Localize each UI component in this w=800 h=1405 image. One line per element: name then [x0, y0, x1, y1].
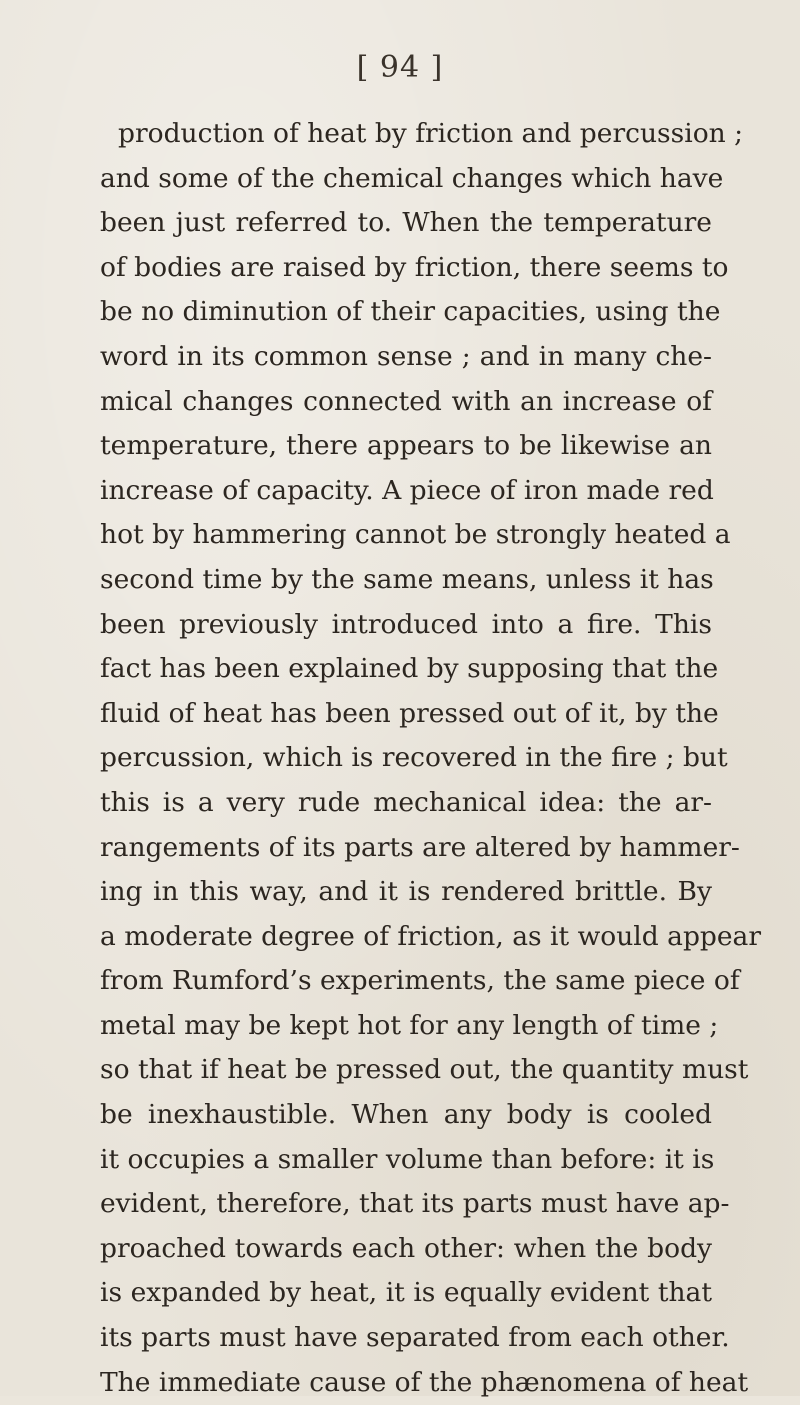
text-line: and some of the chemical changes which have — [100, 162, 724, 194]
text-line: second time by the same means, unless it has — [100, 563, 714, 595]
text-line: increase of capacity. A piece of iron made red — [100, 474, 714, 506]
text-line: metal may be kept hot for any length of time ; — [100, 1009, 719, 1041]
text-line: proached towards each other: when the body — [100, 1232, 712, 1264]
text-line: production of heat by friction and percussion ; — [118, 118, 744, 149]
text-line: percussion, which is recovered in the fire ; but — [100, 742, 728, 774]
text-line: The immediate cause of the phænomena of heat — [100, 1366, 749, 1398]
text-line: temperature, there appears to be likewise an — [100, 430, 712, 462]
text-line: word in its common sense ; and in many che- — [100, 340, 712, 372]
text-line: its parts must have separated from each other. — [100, 1322, 730, 1354]
text-line: been previously introduced into a fire. This — [100, 608, 712, 640]
text-line: be inexhaustible. When any body is cooled — [100, 1099, 712, 1131]
text-line: fact has been explained by supposing that the — [100, 653, 719, 685]
text-line: mical changes connected with an increase of — [100, 385, 712, 417]
text-line: from Rumford’s experiments, the same piece of — [100, 965, 740, 997]
text-line: rangements of its parts are altered by hammer- — [100, 831, 740, 863]
text-line: it occupies a smaller volume than before: it is — [100, 1143, 715, 1175]
text-line: evident, therefore, that its parts must have ap- — [100, 1188, 730, 1220]
text-line: ing in this way, and it is rendered brittle. By — [100, 876, 712, 908]
text-line: hot by hammering cannot be strongly heated a — [100, 519, 731, 551]
body-text — [100, 112, 762, 1405]
page-number: [ 94 ] — [356, 50, 444, 85]
text-line: this is a very rude mechanical idea: the ar- — [100, 786, 712, 818]
text-line: a moderate degree of friction, as it would appear — [100, 920, 762, 952]
text-line: so that if heat be pressed out, the quantity must — [100, 1054, 749, 1086]
text-line: be no diminution of their capacities, using the — [100, 296, 721, 328]
text-line: of bodies are raised by friction, there seems to — [100, 251, 729, 283]
text-line: fluid of heat has been pressed out of it, by the — [100, 697, 719, 729]
text-line: is expanded by heat, it is equally evident that — [100, 1277, 712, 1309]
text-line: been just referred to. When the temperature — [100, 207, 712, 239]
